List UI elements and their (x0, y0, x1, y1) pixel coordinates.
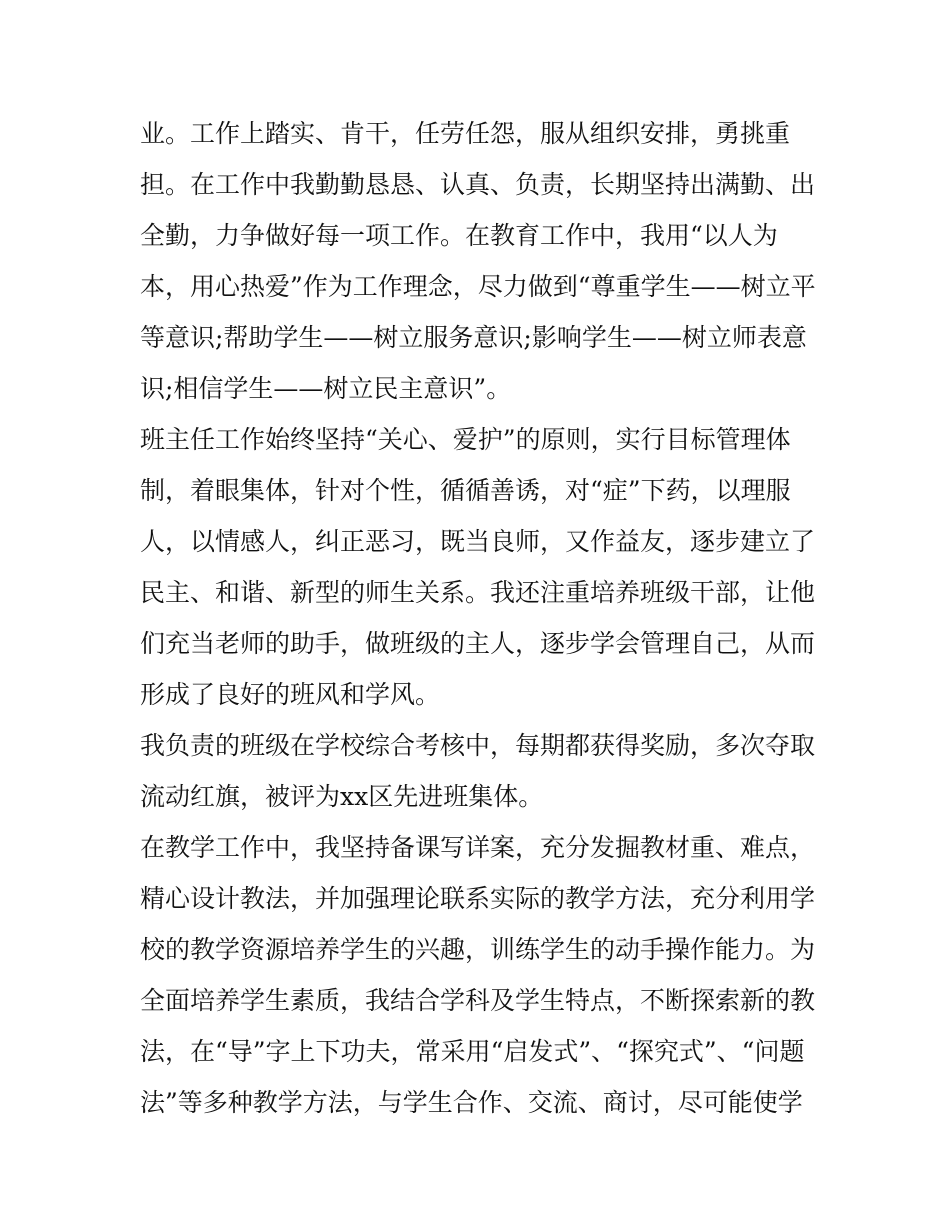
text-line: 全勤，力争做好每一项工作。在教育工作中，我用“以人为 (140, 221, 778, 250)
text-line: 民主、和谐、新型的师生关系。我还注重培养班级干部，让他 (140, 578, 816, 607)
text-line: 制，着眼集体，针对个性，循循善诱，对“症”下药，以理服 (140, 476, 791, 505)
text-line: 等意识;帮助学生——树立服务意识;影响学生——树立师表意 (140, 323, 807, 352)
text-line: 法”等多种教学方法，与学生合作、交流、商讨，尽可能使学 (140, 1088, 803, 1117)
text-line: 法，在“导”字上下功夫，常采用“启发式”、“探究式”、“问题 (140, 1037, 805, 1066)
text-line: 担。在工作中我勤勤恳恳、认真、负责，长期坚持出满勤、出 (140, 170, 816, 199)
text-line: 形成了良好的班风和学风。 (140, 680, 441, 709)
text-line: 精心设计教法，并加强理论联系实际的教学方法，充分利用学 (140, 884, 816, 913)
text-line: 全面培养学生素质，我结合学科及学生特点，不断探索新的教 (140, 986, 816, 1015)
text-line: 流动红旗，被评为xx区先进班集体。 (140, 782, 544, 811)
text-line: 在教学工作中，我坚持备课写详案，充分发掘教材重、难点， (140, 833, 816, 862)
text-line: 校的教学资源培养学生的兴趣，训练学生的动手操作能力。为 (140, 935, 816, 964)
text-line: 业。工作上踏实、肯干，任劳任怨，服从组织安排，勇挑重 (140, 119, 791, 148)
text-line: 人，以情感人，纠正恶习，既当良师，又作益友，逐步建立了 (140, 527, 816, 556)
body-text (140, 108, 820, 1128)
text-line: 本，用心热爱”作为工作理念，尽力做到“尊重学生——树立平 (140, 272, 816, 301)
text-line: 班主任工作始终坚持“关心、爱护”的原则，实行目标管理体 (140, 425, 791, 454)
text-line: 们充当老师的助手，做班级的主人，逐步学会管理自己，从而 (140, 629, 816, 658)
text-line: 我负责的班级在学校综合考核中，每期都获得奖励，多次夺取 (140, 731, 816, 760)
text-line: 识;相信学生——树立民主意识”。 (140, 374, 512, 403)
